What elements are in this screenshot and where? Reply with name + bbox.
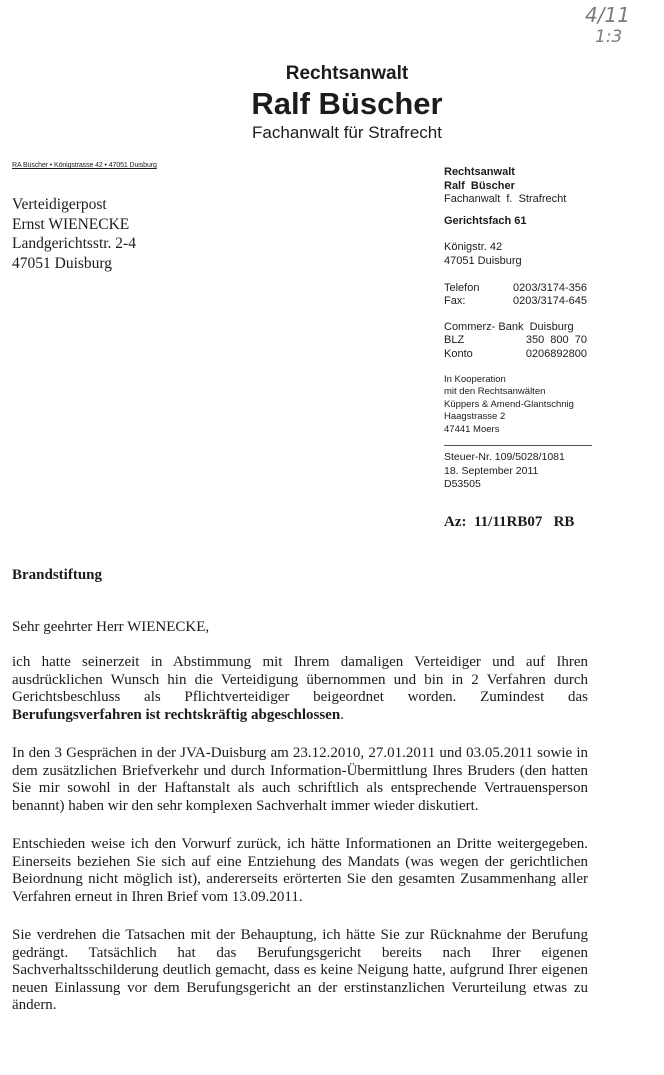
- handwritten-note: [585, 4, 630, 48]
- recipient-line: Verteidigerpost: [12, 196, 107, 213]
- reference-number: Az: 11/11RB07 RB: [444, 514, 575, 530]
- handwritten-page-number: 4/11: [585, 3, 630, 27]
- coop-line: Küppers & Amend-Glantschnig: [444, 398, 574, 410]
- sender-court-box: Gerichtsfach 61: [444, 214, 527, 227]
- recipient-line: 47051 Duisburg: [12, 254, 113, 272]
- sender-name: Ralf Büscher: [444, 179, 515, 192]
- recipient-line: Landgerichtsstr. 2-4: [12, 235, 136, 252]
- fax-value: 0203/3174-645: [512, 295, 587, 308]
- paragraph-2: In den 3 Gesprächen in der JVA-Duisburg am 23.12.2010, 27.01.2011 und 03.05.2011 sowie in dem zusätzlichen Briefverkehr und durch Information-Übermittlung Ihres Bruders (den hatten Sie mir sowohl in der Haftanstalt als auch schriftlich als entsprechende Vertrauensperson benannt) haben wir den sehr komplexen Sachverhalt immer wieder diskutiert.: [12, 745, 588, 814]
- sender-title: Rechtsanwalt: [444, 166, 515, 178]
- sender-specialty: Fachanwalt f. Strafrecht: [444, 193, 567, 206]
- phone-label: Telefon: [444, 281, 480, 294]
- divider: [444, 445, 592, 446]
- konto-row: [444, 348, 587, 362]
- phone-value: 0203/3174-356: [512, 281, 587, 294]
- letterhead: [0, 62, 664, 144]
- coop-line: In Kooperation: [444, 373, 506, 385]
- bank-name: Commerz- Bank Duisburg: [444, 320, 574, 333]
- recipient-address: [12, 195, 136, 273]
- fax-label: Fax:: [444, 295, 466, 308]
- handwritten-annotation: 1:3: [595, 27, 623, 47]
- subject-line: Brandstiftung: [12, 567, 103, 583]
- coop-line: 47441 Moers: [444, 423, 500, 435]
- recipient-line: Ernst WIENECKE: [12, 215, 130, 233]
- blz-row: [444, 334, 587, 348]
- letterhead-title: Rechtsanwalt: [285, 63, 409, 84]
- letterhead-specialty: Fachanwalt für Strafrecht: [252, 123, 442, 142]
- letterhead-name: Ralf Büscher: [251, 86, 443, 121]
- phone-row: [444, 282, 587, 296]
- letter-code: D53505: [444, 478, 481, 491]
- salutation: Sehr geehrter Herr WIENECKE,: [12, 619, 210, 635]
- cooperation-block: [444, 374, 592, 437]
- paragraph-3: Entschieden weise ich den Vorwurf zurück, ich hätte Informationen an Dritte weitergegeben. Einerseits beziehen Sie sich auf eine Entziehung des Mandats (was wegen der gerichtlichen Beiordnung nicht möglich ist), andererseits erörterten Sie den gesamten Zusammenhang aller Verfahren erneut in Ihren Brief vom 13.09.2011.: [12, 836, 588, 905]
- blz-value: 350 800 70: [525, 334, 587, 347]
- konto-value: 0206892800: [525, 347, 587, 360]
- paragraph-1: [12, 654, 588, 724]
- sender-street: Königstr. 42: [444, 241, 503, 254]
- blz-label: BLZ: [444, 334, 465, 347]
- paragraph-1-text: ich hatte seinerzeit in Abstimmung mit Ihrem damaligen Verteidiger und auf Ihren ausdrücklichen Wunsch hin die Verteidigung übernommen und bin in 2 Verfahren durch Gerichtsbeschluss als Pflichtverteidiger beigeordnet worden. Zumindest das: [12, 654, 588, 705]
- paragraph-1-end: .: [340, 706, 344, 723]
- return-address: RA Büscher • Königstrasse 42 • 47051 Duisburg: [12, 162, 157, 169]
- letter-date: 18. September 2011: [444, 464, 539, 477]
- paragraph-4: Sie verdrehen die Tatsachen mit der Behauptung, ich hätte Sie zur Rücknahme der Berufung gedrängt. Tatsächlich hat das Berufungsgericht bereits nach Ihrer eigenen Sachverhaltsschilderung deutlich gemacht, dass es keine Neigung hatte, aufgrund Ihrer eigenen neuen Einlassung vor dem Berufungsgericht an der erstinstanzlichen Verurteilung etwas zu ändern.: [12, 927, 588, 1013]
- tax-number: Steuer-Nr. 109/5028/1081: [444, 451, 565, 464]
- letter-body: [12, 654, 588, 1015]
- fax-row: [444, 295, 587, 309]
- coop-line: Haagstrasse 2: [444, 411, 506, 423]
- konto-label: Konto: [444, 347, 473, 360]
- paragraph-1-bold: Berufungsverfahren ist rechtskräftig abgeschlossen: [12, 706, 341, 723]
- coop-line: mit den Rechtsanwälten: [444, 386, 546, 398]
- sender-city: 47051 Duisburg: [444, 254, 522, 267]
- sender-info: [444, 166, 592, 492]
